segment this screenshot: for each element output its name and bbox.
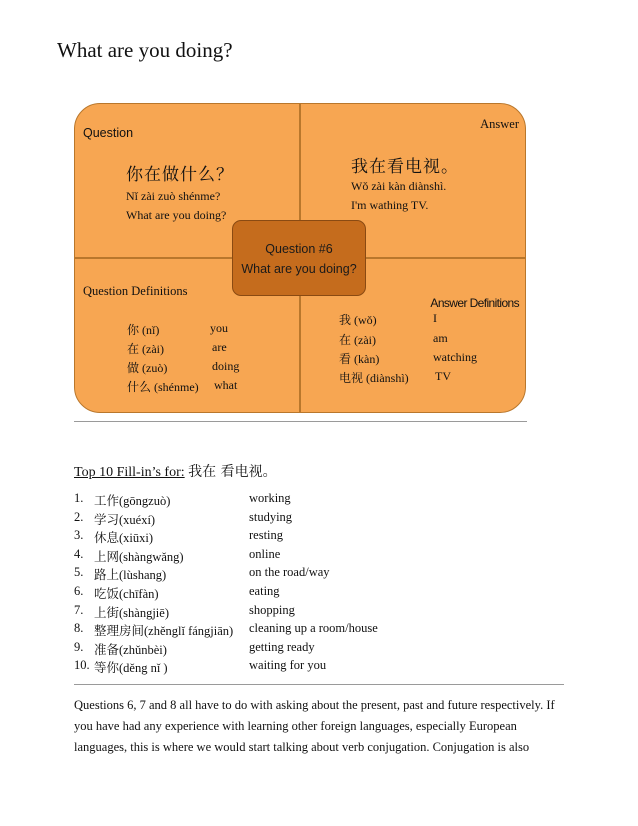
item-number: 1. (74, 491, 84, 505)
definition-term: 你 (nǐ) (127, 323, 160, 337)
list-item (74, 603, 554, 622)
answer-definitions-label: Answer Definitions (430, 296, 519, 310)
list-item (74, 510, 554, 529)
divider (74, 684, 564, 685)
definition-term: 电视 (diànshì) (339, 371, 409, 385)
item-term: 整理房间(zhěnglǐ fángjiān) (94, 624, 234, 639)
item-term: 吃饭(chīfàn) (94, 586, 159, 601)
divider (74, 421, 527, 422)
item-number: 7. (74, 602, 84, 617)
definition-meaning: what (214, 378, 238, 392)
definition-term: 做 (zuò) (127, 361, 168, 375)
item-term: 等你(děng nǐ ) (94, 661, 168, 676)
fill-ins-heading-hanzi: 我在 看电视。 (188, 464, 277, 480)
list-item (74, 658, 554, 677)
fill-ins-heading-text: Top 10 Fill-in’s for: (74, 465, 185, 480)
definition-term: 我 (wǒ) (339, 313, 377, 327)
list-item (74, 565, 554, 584)
item-translation: cleaning up a room/house (249, 621, 378, 636)
fill-ins-list (74, 491, 554, 677)
definition-term: 在 (zài) (127, 342, 164, 356)
item-number: 5. (74, 565, 84, 580)
item-number: 4. (74, 546, 84, 561)
answer-label: Answer (480, 117, 519, 131)
item-translation: online (249, 546, 281, 561)
body-paragraph: Questions 6, 7 and 8 all have to do with asking about the present, past and future respectively. If you have had any experience with learning other foreign languages, especially European languages, this is where we would start talking about verb conjugation. Conjugation is also (74, 698, 555, 754)
item-translation: on the road/way (249, 565, 330, 580)
center-question-box (232, 220, 366, 296)
list-item (74, 621, 554, 640)
item-term: 工作(gōngzuò) (94, 494, 171, 508)
item-term: 上网(shàngwǎng) (94, 549, 184, 564)
definition-meaning: doing (212, 359, 240, 373)
item-number: 9. (74, 639, 84, 654)
center-question-number: Question #6 (265, 242, 333, 256)
item-number: 8. (74, 621, 84, 636)
question-pinyin: Nǐ zài zuò shénme? (126, 189, 221, 203)
item-translation: shopping (249, 602, 295, 617)
item-number: 6. (74, 583, 84, 598)
definition-meaning: am (433, 331, 448, 345)
item-number: 3. (74, 528, 84, 543)
list-item (74, 584, 554, 603)
item-term: 路上(lùshang) (94, 568, 167, 583)
definition-meaning: I (433, 311, 437, 325)
definition-meaning: watching (433, 350, 477, 364)
center-question-text: What are you doing? (241, 262, 357, 276)
question-label: Question (83, 126, 134, 140)
item-term: 休息(xiūxi) (94, 531, 154, 546)
list-item (74, 528, 554, 547)
item-number: 2. (74, 509, 84, 524)
fill-ins-heading (74, 461, 277, 481)
item-term: 上街(shàngjiē) (94, 605, 169, 620)
definition-meaning: you (210, 321, 228, 335)
answer-hanzi: 我在看电视。 (351, 157, 459, 177)
page-title: What are you doing? (57, 38, 233, 62)
question-answer-graphic (74, 103, 526, 413)
item-term: 学习(xuéxí) (94, 512, 156, 527)
question-english: What are you doing? (126, 208, 227, 222)
list-item (74, 547, 554, 566)
item-translation: working (249, 491, 291, 505)
item-term: 准备(zhǔnbèi) (94, 642, 167, 657)
definition-term: 看 (kàn) (339, 352, 380, 366)
answer-pinyin: Wǒ zài kàn diànshì. (351, 179, 447, 193)
definition-meaning: TV (435, 369, 451, 383)
definition-term: 什么 (shénme) (127, 380, 199, 394)
item-translation: eating (249, 583, 280, 598)
list-item (74, 640, 554, 659)
item-translation: studying (249, 509, 293, 524)
list-item (74, 491, 554, 510)
question-hanzi: 你在做什么？ (126, 165, 234, 185)
item-translation: waiting for you (249, 658, 327, 673)
answer-english: I'm wathing TV. (351, 198, 429, 212)
definition-meaning: are (212, 340, 227, 354)
item-translation: resting (249, 528, 284, 543)
item-translation: getting ready (249, 639, 315, 654)
item-number: 10. (74, 658, 90, 673)
question-definitions-label: Question Definitions (83, 284, 188, 298)
definition-term: 在 (zài) (339, 333, 376, 347)
